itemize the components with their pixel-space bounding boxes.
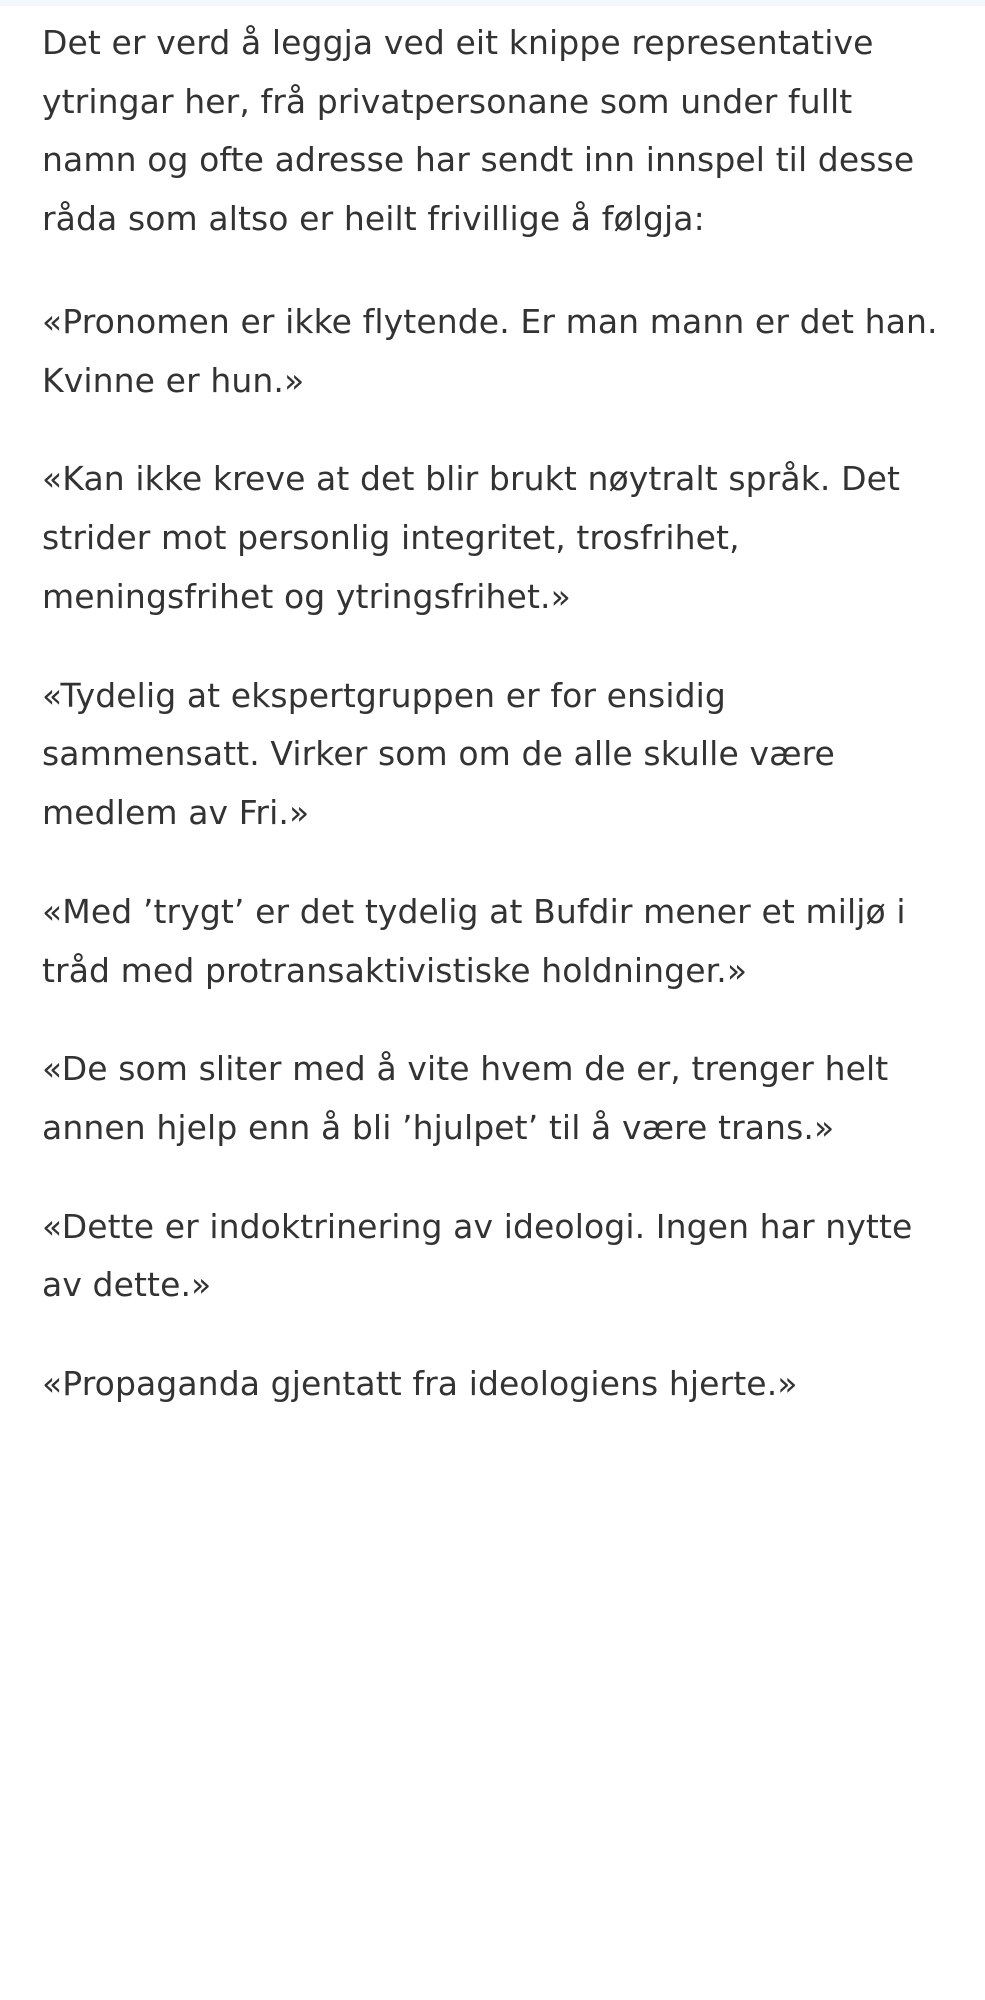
article-paragraph-intro: Det er verd å leggja ved eit knippe representative ytringar her, frå privatpersonane som under fullt namn og ofte adresse har sendt inn innspel til desse råda som altso er heilt frivillige å følgja: bbox=[42, 23, 915, 239]
top-divider bbox=[0, 0, 985, 6]
article-quote-5: «De som sliter med å vite hvem de er, trenger helt annen hjelp enn å bli ’hjulpet’ til å være trans.» bbox=[42, 1049, 889, 1148]
article-quote-3: «Tydelig at ekspertgruppen er for ensidig sammensatt. Virker som om de alle skulle være medlem av Fri.» bbox=[42, 675, 835, 833]
article-quote-2: «Kan ikke kreve at det blir brukt nøytralt språk. Det strider mot personlig integritet, trosfrihet, meningsfrihet og ytringsfrihet.» bbox=[42, 459, 901, 616]
article-quote-6: «Dette er indoktrinering av ideologi. Ingen har nytte av dette.» bbox=[42, 1206, 913, 1305]
article-quote-7: «Propaganda gjentatt fra ideologiens hjerte.» bbox=[42, 1364, 798, 1404]
article-quote-4: «Med ’trygt’ er det tydelig at Bufdir mener et miljø i tråd med protransaktivistiske holdninger.» bbox=[42, 891, 906, 990]
article-quote-1: «Pronomen er ikke flytende. Er man mann er det han. Kvinne er hun.» bbox=[42, 301, 938, 400]
article-body bbox=[0, 14, 985, 1414]
